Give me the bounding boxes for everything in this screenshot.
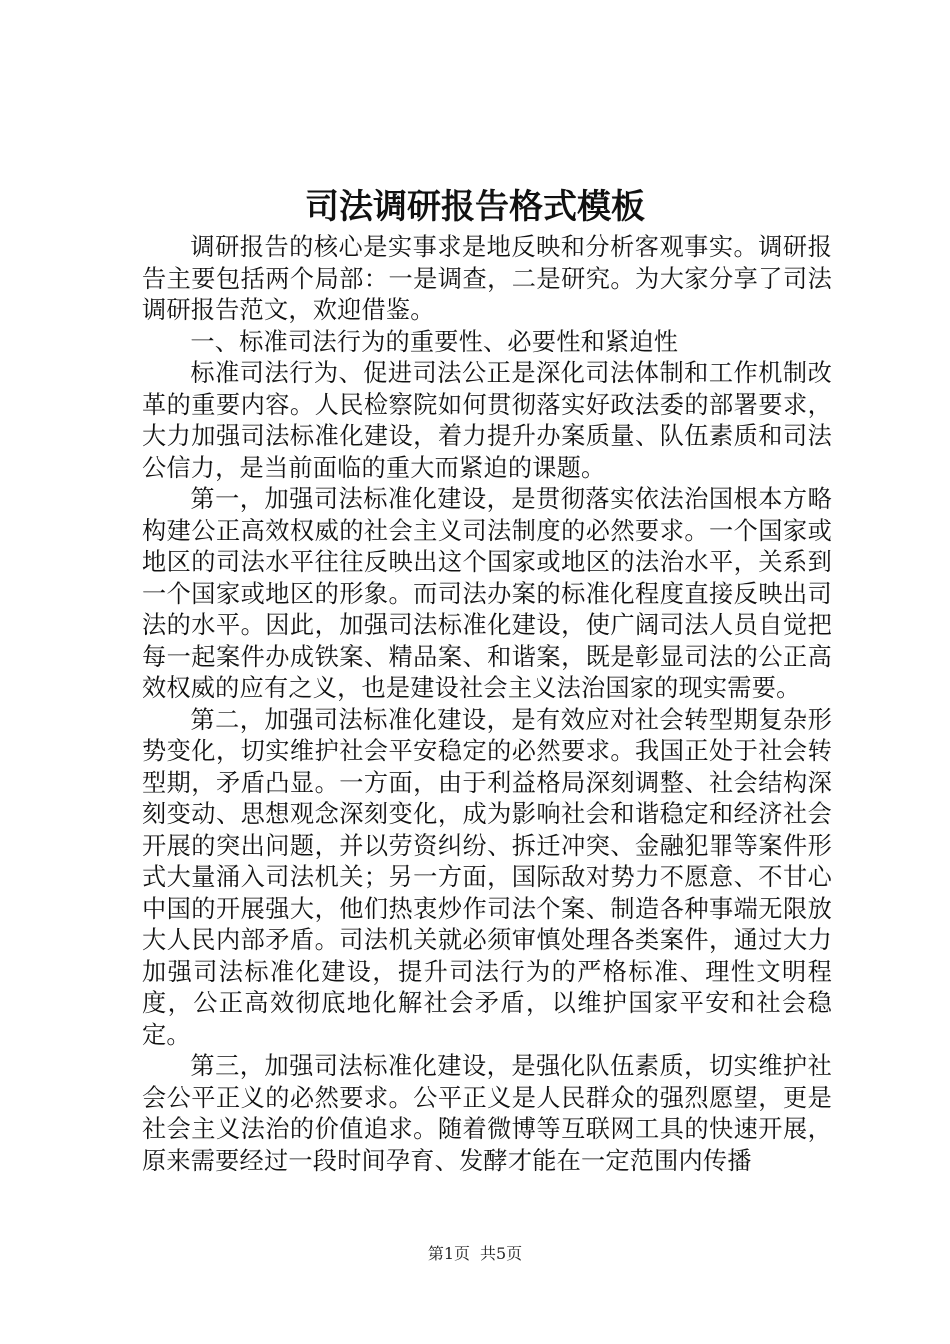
document-body [142, 232, 832, 1177]
page-footer [0, 1242, 950, 1266]
section-heading: 一、标准司法行为的重要性、必要性和紧迫性 [190, 327, 679, 356]
paragraph: 第一，加强司法标准化建设，是贯彻落实依法治国根本方略构建公正高效权威的社会主义司法制度的必然要求。一个国家或地区的司法水平往往反映出这个国家或地区的法治水平，关系到一个国家或地区的形象。而司法办案的标准化程度直接反映出司法的水平。因此，加强司法标准化建设，使广阔司法人员自觉把每一起案件办成铁案、精品案、和谐案，既是彰显司法的公正高效权威的应有之义，也是建设社会主义法治国家的现实需要。 [142, 485, 832, 702]
page-total: 共5页 [480, 1244, 523, 1263]
paragraph-intro: 调研报告的核心是实事求是地反映和分析客观事实。调研报告主要包括两个局部：一是调查，二是研究。为大家分享了司法调研报告范文，欢迎借鉴。 [142, 233, 832, 324]
document-title: 司法调研报告格式模板 [305, 187, 645, 227]
paragraph: 第二，加强司法标准化建设，是有效应对社会转型期复杂形势变化，切实维护社会平安稳定的必然要求。我国正处于社会转型期，矛盾凸显。一方面，由于利益格局深刻调整、社会结构深刻变动、思想观念深刻变化，成为影响社会和谐稳定和经济社会开展的突出问题，并以劳资纠纷、拆迁冲突、金融犯罪等案件形式大量涌入司法机关；另一方面，国际敌对势力不愿意、不甘心中国的开展强大，他们热衷炒作司法个案、制造各种事端无限放大人民内部矛盾。司法机关就必须审慎处理各类案件，通过大力加强司法标准化建设，提升司法行为的严格标准、理性文明程度，公正高效彻底地化解社会矛盾，以维护国家平安和社会稳定。 [142, 705, 832, 1049]
page-number: 第1页 [427, 1244, 470, 1263]
paragraph: 第三，加强司法标准化建设，是强化队伍素质，切实维护社会公平正义的必然要求。公平正义是人民群众的强烈愿望，更是社会主义法治的价值追求。随着微博等互联网工具的快速开展，原来需要经过一段时间孕育、发酵才能在一定范围内传播 [142, 1052, 832, 1175]
paragraph: 标准司法行为、促进司法公正是深化司法体制和工作机制改革的重要内容。人民检察院如何贯彻落实好政法委的部署要求，大力加强司法标准化建设，着力提升办案质量、队伍素质和司法公信力，是当前面临的重大而紧迫的课题。 [142, 359, 832, 482]
